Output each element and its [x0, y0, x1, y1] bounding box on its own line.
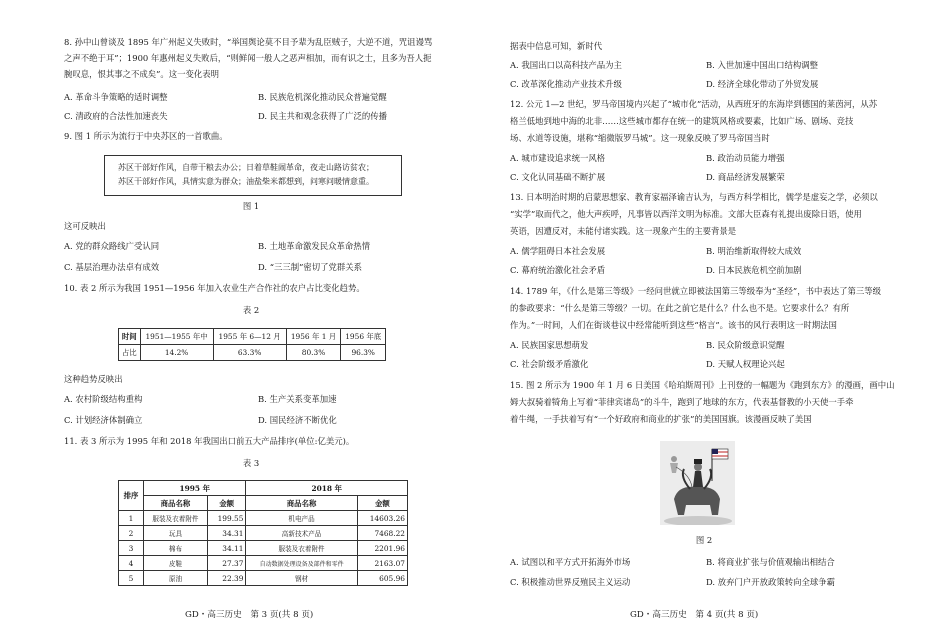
table-2-cell: 80.3% [286, 345, 341, 361]
product-cell: 皮鞋 [144, 556, 208, 571]
q9-option-b[interactable]: B. 土地革命激发民众革命热情 [258, 241, 370, 251]
table-3 [118, 480, 408, 586]
figure-2-caption: 图 2 [695, 535, 713, 545]
q15-stem-line-1: 15. 图 2 所示为 1900 年 1 月 6 日美国《哈珀斯周刊》上刊登的一幅题为《跑到东方》的漫画，画中山 [510, 380, 895, 390]
table-row [119, 511, 408, 526]
rank-cell: 4 [119, 556, 144, 571]
rank-cell: 1 [119, 511, 144, 526]
q13-stem-line-3: 英语，因遭反对，未能付诸实践。这一现象产生的主要背景是 [510, 226, 737, 236]
q11-lead: 据表中信息可知，新时代 [510, 41, 603, 51]
table-3-col-header-row [119, 496, 408, 511]
rank-cell: 2 [119, 526, 144, 541]
page-footer-left: GD・高三历史 第 3 页(共 8 页) [185, 610, 314, 620]
product-cell: 钢材 [246, 571, 357, 586]
q8-option-b[interactable]: B. 民族危机深化推动民众普遍觉醒 [258, 92, 387, 102]
q14-stem-line-2: 的参政要求：“什么是第三等级？一切。在此之前它是什么？什么也不是。它要求什么？有所 [510, 303, 850, 313]
table-row [119, 526, 408, 541]
q8-option-c[interactable]: C. 清政府的合法性加速丧失 [64, 111, 168, 121]
table-2-header-cell: 1955 年 6—12 月 [213, 329, 286, 345]
rank-cell: 5 [119, 571, 144, 586]
q9-option-d[interactable]: D. “三三制”密切了党群关系 [258, 262, 363, 272]
amount-cell: 199.55 [207, 511, 246, 526]
table-2-cell: 96.3% [341, 345, 386, 361]
q14-stem-line-1: 14. 1789 年，《什么是第三等级》一经问世就立即被法国第三等级奉为“圣经”，书中表达了第三等级 [510, 286, 881, 296]
q11-option-b[interactable]: B. 入世加速中国出口结构调整 [706, 60, 818, 70]
cartoon-illustration [660, 441, 735, 525]
q8-stem-line-3: 腕叹息，恨其事之不成矣”。这一变化表明 [64, 69, 220, 79]
amount-cell: 14603.26 [357, 511, 407, 526]
table-2-header-cell: 时间 [119, 329, 141, 345]
q15-option-d[interactable]: D. 放弃门户开放政策转向全球争霸 [706, 577, 835, 587]
product-cell: 自动数据处理设备及部件和零件 [246, 556, 357, 571]
q12-option-d[interactable]: D. 商品经济发展繁荣 [706, 172, 785, 182]
q10-option-d[interactable]: D. 国民经济不断优化 [258, 415, 337, 425]
q8-option-d[interactable]: D. 民主共和观念获得了广泛的传播 [258, 111, 387, 121]
table-3-amount-header: 金额 [207, 496, 246, 511]
rank-cell: 3 [119, 541, 144, 556]
product-cell: 玩具 [144, 526, 208, 541]
product-cell: 服装及衣着附件 [246, 541, 357, 556]
table-2-cell: 14.2% [140, 345, 213, 361]
q14-option-c[interactable]: C. 社会阶级矛盾激化 [510, 359, 589, 369]
q12-stem-line-3: 场、水道等设施，堪称“缩微版罗马城”。这一现象反映了罗马帝国当时 [510, 133, 770, 143]
q14-stem-line-3: 作为。”一时间，人们在街谈巷议中经常能听到这些“格言”。该书的风行表明这一时期法国 [510, 320, 837, 330]
q9-lead: 这可反映出 [64, 221, 106, 231]
q9-option-a[interactable]: A. 党的群众路线广受认同 [64, 241, 160, 251]
table-2-header-cell: 1956 年底 [341, 329, 386, 345]
q10-option-a[interactable]: A. 农村阶级结构重构 [64, 394, 143, 404]
table-row [119, 541, 408, 556]
q10-stem: 10. 表 2 所示为我国 1951—1956 年加入农业生产合作社的农户占比变化趋势。 [64, 283, 365, 293]
table-2-cell: 占比 [119, 345, 141, 361]
table-3-name-header: 商品名称 [246, 496, 357, 511]
q11-stem: 11. 表 3 所示为 1995 年和 2018 年我国出口前五大产品排序(单位:亿美元)。 [64, 436, 355, 446]
q13-option-c[interactable]: C. 幕府统治激化社会矛盾 [510, 265, 606, 275]
q12-stem-line-1: 12. 公元 1—2 世纪，罗马帝国境内兴起了“城市化”活动，从西班牙的东海岸到德国的莱茵河，从苏 [510, 99, 878, 109]
q15-option-a[interactable]: A. 试图以和平方式开拓海外市场 [510, 557, 631, 567]
amount-cell: 2163.07 [357, 556, 407, 571]
table-2-caption: 表 2 [242, 305, 260, 315]
product-cell: 原油 [144, 571, 208, 586]
q9-option-c[interactable]: C. 基层治理办法卓有成效 [64, 262, 160, 272]
amount-cell: 2201.96 [357, 541, 407, 556]
product-cell: 服装及衣着附件 [144, 511, 208, 526]
table-2-header-row [119, 329, 386, 345]
q13-option-d[interactable]: D. 日本民族危机空前加剧 [706, 265, 802, 275]
q10-option-b[interactable]: B. 生产关系变革加速 [258, 394, 337, 404]
q10-option-c[interactable]: C. 计划经济体制确立 [64, 415, 143, 425]
q8-stem-line-1: 8. 孙中山曾谈及 1895 年广州起义失败时，“举国舆论莫不目予辈为乱臣贼子，大逆不道，咒诅谩骂 [64, 37, 433, 47]
table-2-cell: 63.3% [213, 345, 286, 361]
amount-cell: 605.96 [357, 571, 407, 586]
table-3-name-header: 商品名称 [144, 496, 208, 511]
table-2-header-cell: 1951—1955 年中 [140, 329, 213, 345]
song-box [104, 155, 402, 196]
product-cell: 棉布 [144, 541, 208, 556]
q11-option-c[interactable]: C. 改革深化推动产业技术升级 [510, 79, 622, 89]
table-2-header-cell: 1956 年 1 月 [286, 329, 341, 345]
amount-cell: 34.11 [207, 541, 246, 556]
table-2-data-row [119, 345, 386, 361]
q14-option-b[interactable]: B. 民众阶级意识觉醒 [706, 340, 785, 350]
q12-stem-line-2: 格兰低地到地中海的北非……这些城市都存在统一的建筑风格或要素，比如广场、剧场、竞技 [510, 116, 854, 126]
q13-option-a[interactable]: A. 儒学阻碍日本社会发展 [510, 246, 606, 256]
song-line-1: 苏区干部好作风，自带干粮去办公；日着草鞋闹革命，夜走山路访贫农； [118, 163, 374, 172]
q13-option-b[interactable]: B. 明治维新取得较大成效 [706, 246, 802, 256]
product-cell: 高新技术产品 [246, 526, 357, 541]
q15-stem-line-3: 着牛绳，一手扶着写有“一个好政府和商业的扩张”的美国国旗。该漫画反映了美国 [510, 414, 812, 424]
q9-stem: 9. 图 1 所示为流行于中央苏区的一首歌曲。 [64, 131, 228, 141]
table-3-rank-header: 排序 [119, 481, 144, 511]
q15-option-c[interactable]: C. 积极推动世界反殖民主义运动 [510, 577, 631, 587]
table-3-amount-header: 金额 [357, 496, 407, 511]
amount-cell: 7468.22 [357, 526, 407, 541]
table-3-year-row [119, 481, 408, 496]
q11-option-a[interactable]: A. 我国出口以高科技产品为主 [510, 60, 622, 70]
q12-option-a[interactable]: A. 城市建设追求统一风格 [510, 153, 606, 163]
table-row [119, 556, 408, 571]
q12-option-b[interactable]: B. 政治动员能力增强 [706, 153, 785, 163]
q8-stem-line-2: 之声不绝于耳”；1900 年惠州起义失败后，“则鲜闻一般人之恶声相加，而有识之士，且多为吾人扼 [64, 53, 432, 63]
q12-option-c[interactable]: C. 文化认同基础不断扩展 [510, 172, 606, 182]
q15-stem-line-2: 姆大叔骑着犄角上写着“菲律宾诸岛”的斗牛，跑到了地球的东方，代表基督教的小天使一手牵 [510, 397, 854, 407]
q8-option-a[interactable]: A. 革命斗争策略的适时调整 [64, 92, 168, 102]
q10-lead: 这种趋势反映出 [64, 374, 123, 384]
q14-option-a[interactable]: A. 民族国家思想萌发 [510, 340, 589, 350]
table-2 [118, 328, 386, 361]
song-line-2: 苏区干部好作风，具情实意为群众；油盐柴米都想到，问寒问暖情意重。 [118, 177, 374, 186]
amount-cell: 34.31 [207, 526, 246, 541]
q13-stem-line-2: “实学”取而代之，他大声疾呼，凡事皆以西洋文明为标准。文部大臣森有礼提出废除日语，使用 [510, 209, 862, 219]
amount-cell: 22.39 [207, 571, 246, 586]
figure-1-caption: 图 1 [242, 201, 260, 211]
amount-cell: 27.37 [207, 556, 246, 571]
table-3-year-2018: 2018 年 [246, 481, 408, 496]
q11-option-d[interactable]: D. 经济全球化带动了外贸发展 [706, 79, 819, 89]
q14-option-d[interactable]: D. 天赋人权理论兴起 [706, 359, 785, 369]
q13-stem-line-1: 13. 日本明治时期的启蒙思想家、教育家福泽谕吉认为，与西方科学相比，儒学是虚妄之学，必须以 [510, 192, 878, 202]
page-footer-right: GD・高三历史 第 4 页(共 8 页) [630, 610, 759, 620]
product-cell: 机电产品 [246, 511, 357, 526]
table-3-caption: 表 3 [242, 458, 260, 468]
table-3-year-1995: 1995 年 [144, 481, 246, 496]
q15-option-b[interactable]: B. 将商业扩张与价值观输出相结合 [706, 557, 835, 567]
table-row [119, 571, 408, 586]
